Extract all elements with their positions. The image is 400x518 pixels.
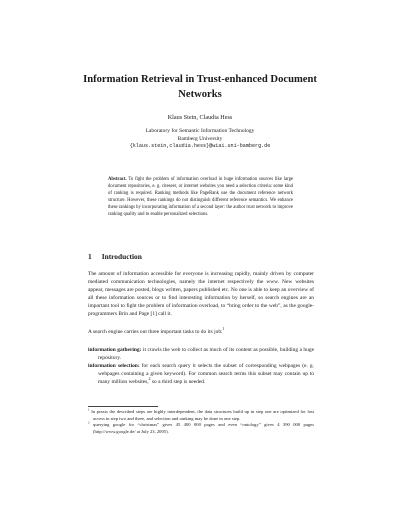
abstract-label: Abstract. (108, 177, 127, 182)
abstract-text: To fight the problem of information overload in huge information sources like large document repositories, e. g. citeseer, or internet websites you need a selection criteria: some kind of ranking is required. Ranking methods like PageRank use the document reference network structure. However, these rankings do not distinguish different reference semantics. We enhance these rankings by incorporating information of a second layer: the author trust network to improve ranking quality and to enable personalized selections. (108, 177, 293, 218)
task-term: information selection: (88, 362, 140, 369)
affiliation-lab: Laboratory for Semantic Information Technology (145, 128, 255, 134)
task-description: for each search query it selects the subset of corresponding webpages (e. g. webpages containing a given keyword). For common search terms this subset may contain up to many million websites, (98, 362, 314, 385)
intro-paragraph: The amount of information accessible for everyone is increasing rapidly, mainly driven by computer mediated communication technologies, namely the internet respectively the www. New websites appear, messages are posted, blogs written, papers published etc. No one is able to keep an overview of all these information sources or to find interesting information by herself, so search engines are an important tool to fight the problem of information overload, to “bring order to the web”, as the google-programmers Brin and Page [1] call it. (88, 271, 314, 317)
section-number: 1 (88, 252, 92, 261)
tasks-intro (88, 329, 314, 337)
task-description: it crawls the web to collect as much of its content as possible, building a huge repository. (98, 347, 314, 361)
paper-title (60, 72, 340, 102)
affiliation (60, 128, 340, 151)
footnote-mark: 1 (88, 407, 90, 412)
author-list: Klaus Stein, Claudia Hess (167, 114, 233, 121)
footnote (88, 422, 314, 435)
affiliation-university: Bamberg University (177, 135, 223, 142)
task-description-end: so a third step is needed. (150, 378, 206, 385)
footnote-ref-1: 1 (222, 327, 225, 332)
footnote (88, 407, 314, 425)
title-line-1: Information Retrieval in Trust-enhanced Document (83, 74, 317, 85)
footnotes (88, 409, 314, 435)
footnote-mark: 2 (88, 420, 90, 425)
task-item (88, 347, 314, 363)
footnote-ref-2: 2 (148, 377, 151, 381)
section-title: Introduction (101, 252, 142, 261)
footnote-text: In praxis the described steps are highly interdependent, the data structures build up in step one are optimized for fast access in step two and three, and selection and ranking may be done in one step. (91, 409, 314, 421)
title-line-2: Networks (178, 89, 222, 100)
affiliation-emails: {klaus.stein,claudia.hess}@wiai.uni-bamberg.de (129, 143, 271, 150)
task-item (88, 363, 314, 387)
task-list (88, 347, 314, 387)
section-heading (88, 252, 142, 261)
task-term: information gathering: (88, 347, 142, 353)
footnote-rule (88, 406, 158, 407)
abstract (108, 176, 293, 219)
footnote-text: querying google for “christmas” gives 45 400 000 pages and even “ontology” gives 4 390 000 pages (http://www.google.de/ at July 23, 2005). (93, 422, 314, 434)
tasks-intro-text: A search engine carries out three important tasks to do its job: (88, 329, 223, 335)
